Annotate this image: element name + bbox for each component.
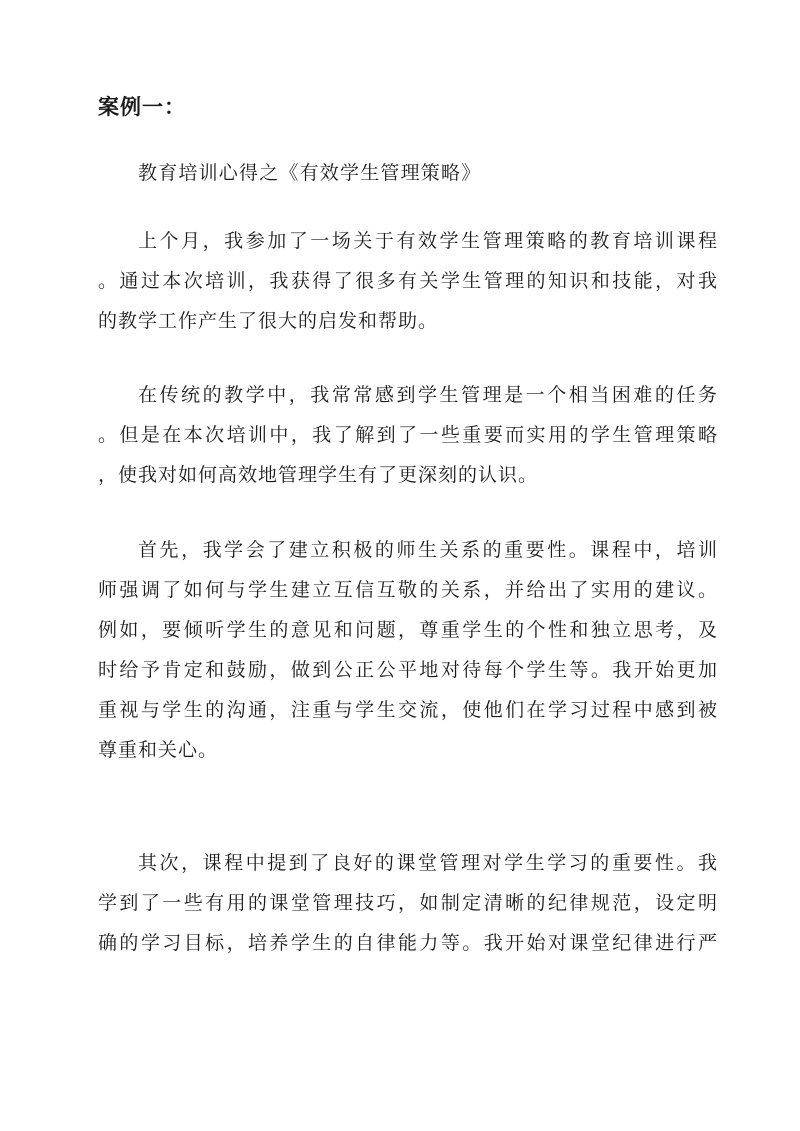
paragraph-line: 师强调了如何与学生建立互信互敬的关系，并给出了实用的建议。: [98, 579, 718, 601]
paragraph-line: 重视与学生的沟通，注重与学生交流，使他们在学习过程中感到被: [98, 699, 718, 721]
paragraph-4: [98, 843, 718, 963]
paragraph-line: 上个月，我参加了一场关于有效学生管理策略的教育培训课程: [138, 230, 718, 252]
paragraph-line: 。但是在本次培训中，我了解到了一些重要而实用的学生管理策略: [98, 424, 718, 446]
paragraph-2: [98, 375, 718, 495]
paragraph-line: 时给予肯定和鼓励，做到公正公平地对待每个学生等。我开始更加: [98, 659, 718, 681]
paragraph-line: 首先，我学会了建立积极的师生关系的重要性。课程中，培训: [138, 539, 718, 561]
document-subtitle: 教育培训心得之《有效学生管理策略》: [138, 162, 482, 184]
paragraph-line: 例如，要倾听学生的意见和问题，尊重学生的个性和独立思考，及: [98, 619, 718, 641]
paragraph-line: 确的学习目标，培养学生的自律能力等。我开始对课堂纪律进行严: [98, 932, 718, 954]
paragraph-line: 学到了一些有用的课堂管理技巧，如制定清晰的纪律规范，设定明: [98, 892, 718, 914]
paragraph-1: [98, 221, 718, 341]
case-heading: 案例一：: [98, 94, 186, 119]
paragraph-line: 。通过本次培训，我获得了很多有关学生管理的知识和技能，对我: [98, 270, 718, 292]
paragraph-line: 其次，课程中提到了良好的课堂管理对学生学习的重要性。我: [138, 852, 718, 874]
paragraph-line: 在传统的教学中，我常常感到学生管理是一个相当困难的任务: [138, 384, 718, 406]
paragraph-line: 尊重和关心。: [98, 739, 219, 761]
paragraph-line: 的教学工作产生了很大的启发和帮助。: [98, 310, 439, 332]
paragraph-3: [98, 530, 718, 770]
paragraph-line: ，使我对如何高效地管理学生有了更深刻的认识。: [98, 464, 539, 486]
